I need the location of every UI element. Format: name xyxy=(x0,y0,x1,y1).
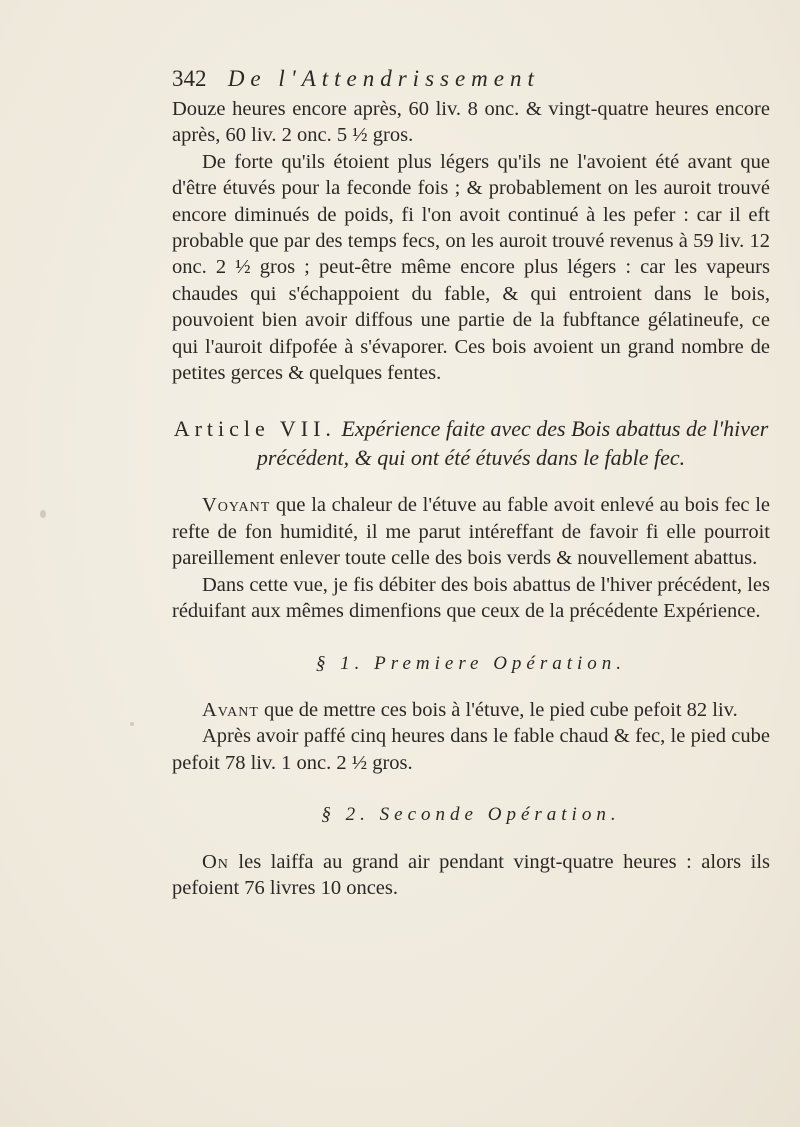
paragraph-5-lead: Avant xyxy=(202,698,259,721)
paragraph-6: Après avoir paffé cinq heures dans le fable chaud & fec, le pied cube pefoit 78 liv. 1 onc. 2 ½ gros. xyxy=(172,725,770,774)
article-title: Expérience faite avec des Bois abattus de l'hiver précédent, & qui ont été étuvés dans le fable fec. xyxy=(256,416,769,471)
paragraph-3 xyxy=(172,492,770,571)
paragraph-2: De forte qu'ils étoient plus légers qu'ils ne l'avoient été avant que d'être étuvés pour la feconde fois ; & probablement on les auroit trouvé encore diminués de poids, fi l'on avoit continué à les pefer : car il eft probable que par des temps fecs, on les auroit trouvé revenus à 59 liv. 12 onc. 2 ½ gros ; peut-être même encore plus légers : car les vapeurs chaudes qui s'échappoient du fable, & qui entroient dans le bois, pouvoient bien avoir diffous une partie de la fubftance gélatineufe, ce qui l'auroit difpofée à s'évaporer. Ces bois avoient un grand nombre de petites gerces & quelques fentes. xyxy=(172,150,770,385)
running-title: De l'Attendrissement xyxy=(227,66,540,91)
paragraph-7-text: les laiffa au grand air pendant vingt-quatre heures : alors ils pefoient 76 livres 10 onces. xyxy=(172,850,770,899)
paragraph-3-lead: Voyant xyxy=(202,494,271,517)
page-body xyxy=(172,96,770,901)
paragraph-5 xyxy=(172,697,770,723)
page-number: 342 xyxy=(172,66,207,91)
section-1-heading: § 1. Premiere Opération. xyxy=(315,652,627,674)
article-label: Article VII. xyxy=(173,416,336,442)
paragraph-3-text: que la chaleur de l'étuve au fable avoit enlevé au bois fec le refte de fon humidité, il me parut intéreffant de favoir fi elle pourroit pareillement enlever toute celle des bois verds & nouvellement abattus. xyxy=(172,494,770,570)
paragraph-4: Dans cette vue, je fis débiter des bois abattus de l'hiver précédent, les réduifant aux mêmes dimenfions que ceux de la précédente Expérience. xyxy=(172,573,770,623)
paragraph-7 xyxy=(172,849,770,902)
paragraph-5-text: que de mettre ces bois à l'étuve, le pied cube pefoit 82 liv. xyxy=(258,698,738,721)
paragraph-1: Douze heures encore après, 60 liv. 8 onc. & vingt-quatre heures encore après, 60 liv. 2 onc. 5 ½ gros. xyxy=(172,98,770,147)
paper-stain xyxy=(130,722,134,726)
article-heading xyxy=(172,414,770,472)
paragraph-7-lead: On xyxy=(202,850,229,873)
paper-stain xyxy=(40,510,46,518)
page-header xyxy=(172,64,772,94)
section-2-heading: § 2. Seconde Opération. xyxy=(321,804,621,826)
